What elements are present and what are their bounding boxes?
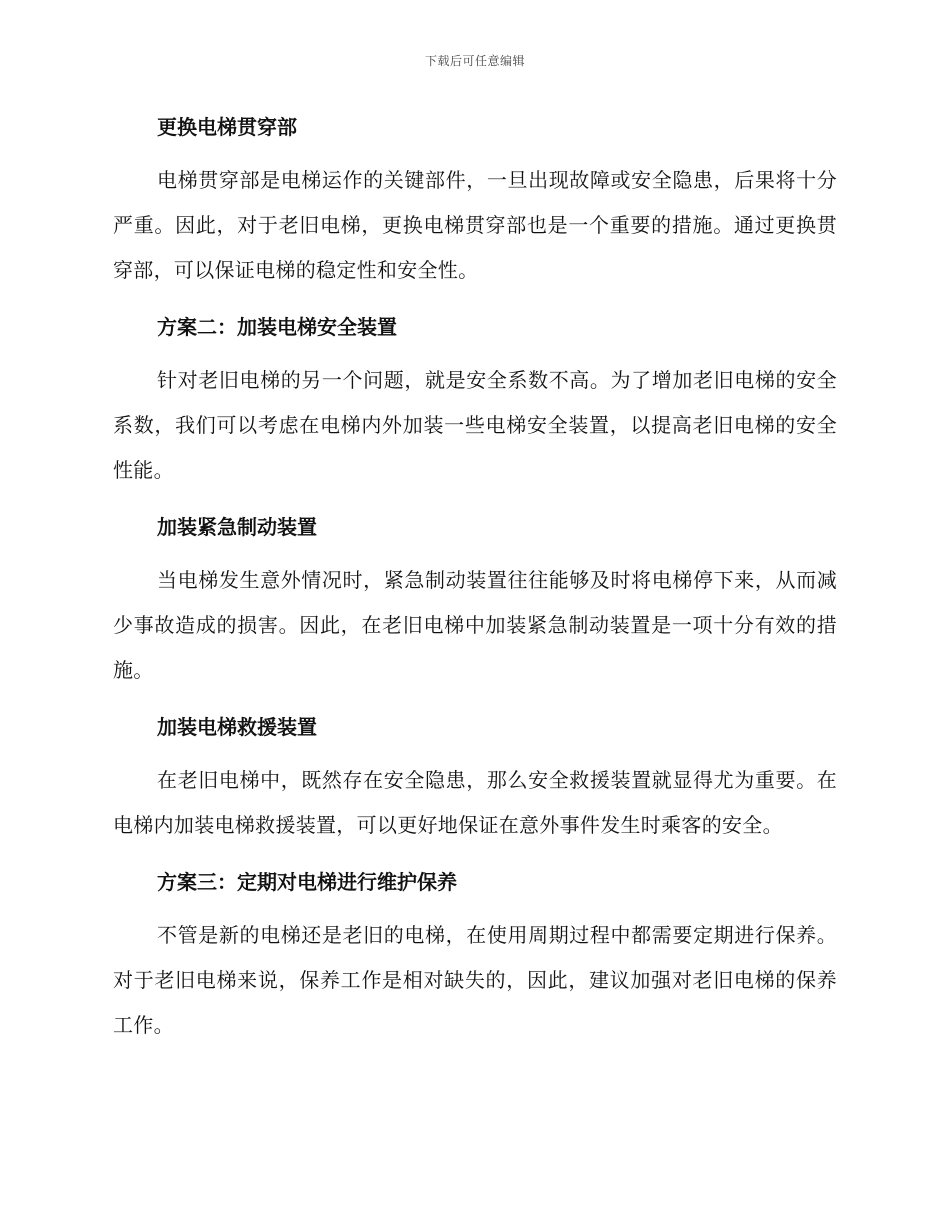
section-heading: 加装紧急制动装置 bbox=[157, 515, 317, 539]
section-heading: 更换电梯贯穿部 bbox=[157, 115, 297, 139]
section-heading: 加装电梯救援装置 bbox=[157, 715, 317, 739]
section-heading: 方案二：加装电梯安全装置 bbox=[157, 315, 397, 339]
section-paragraph: 不管是新的电梯还是老旧的电梯，在使用周期过程中都需要定期进行保养。对于老旧电梯来说，保养工作是相对缺失的，因此，建议加强对老旧电梯的保养工作。 bbox=[113, 923, 837, 1037]
section-emergency-brake bbox=[113, 512, 837, 693]
section-replace-penetration bbox=[113, 112, 837, 293]
document-content bbox=[113, 112, 837, 1048]
page-header-note: 下载后可任意编辑 bbox=[424, 54, 525, 68]
section-rescue-device bbox=[113, 712, 837, 848]
section-paragraph: 在老旧电梯中，既然存在安全隐患，那么安全救援装置就显得尤为重要。在电梯内加装电梯救援装置，可以更好地保证在意外事件发生时乘客的安全。 bbox=[113, 768, 837, 837]
section-heading: 方案三：定期对电梯进行维护保养 bbox=[157, 870, 457, 894]
section-plan-two bbox=[113, 312, 837, 493]
section-paragraph: 当电梯发生意外情况时，紧急制动装置往往能够及时将电梯停下来，从而减少事故造成的损害。因此，在老旧电梯中加装紧急制动装置是一项十分有效的措施。 bbox=[113, 568, 837, 682]
section-plan-three bbox=[113, 867, 837, 1048]
section-paragraph: 电梯贯穿部是电梯运作的关键部件，一旦出现故障或安全隐患，后果将十分严重。因此，对于老旧电梯，更换电梯贯穿部也是一个重要的措施。通过更换贯穿部，可以保证电梯的稳定性和安全性。 bbox=[113, 168, 837, 282]
section-paragraph: 针对老旧电梯的另一个问题，就是安全系数不高。为了增加老旧电梯的安全系数，我们可以考虑在电梯内外加装一些电梯安全装置，以提高老旧电梯的安全性能。 bbox=[113, 368, 837, 482]
